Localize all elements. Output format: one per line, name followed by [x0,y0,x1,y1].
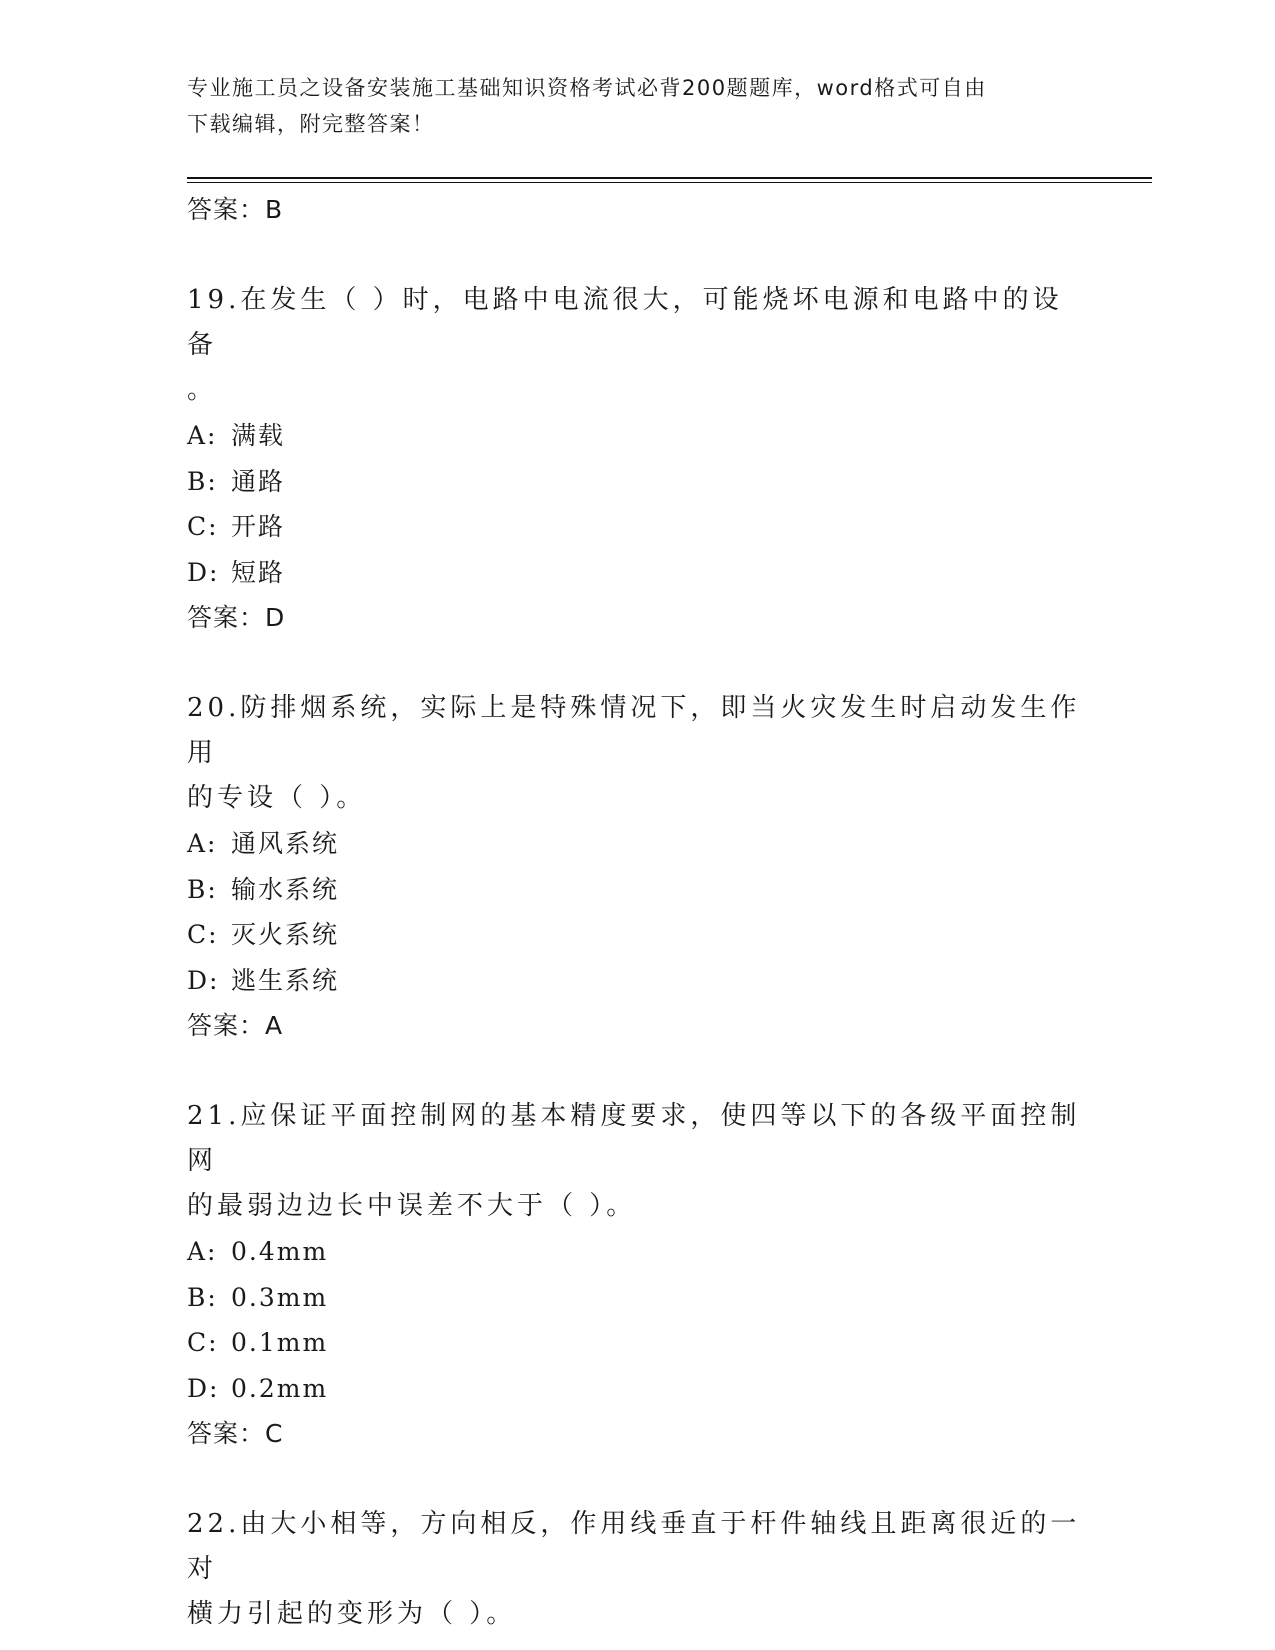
question-21 [187,1094,1087,1457]
document-header [187,70,1067,142]
question-stem [187,686,1087,821]
question-stem-line-2: 横力引起的变形为（ ）。 [187,1599,517,1629]
option-b [187,1275,1087,1321]
option-text: 0.3mm [231,1282,329,1312]
option-text: 通风系统 [231,829,340,858]
option-c [187,504,1087,550]
header-line-1: 专业施工员之设备安装施工基础知识资格考试必背200题题库，word格式可自由 [187,76,987,100]
option-d [187,958,1087,1004]
option-text: 0.2mm [231,1373,329,1403]
option-text: 灭火系统 [231,920,340,949]
answer-line: 答案：C [187,1419,284,1448]
question-22 [187,1502,1087,1637]
option-b [187,867,1087,913]
question-stem [187,278,1087,413]
option-label: A: [187,1237,218,1266]
option-label: D: [187,1373,220,1403]
option-d [187,550,1087,596]
question-stem [187,1502,1087,1637]
question-stem-line-1: 21.应保证平面控制网的基本精度要求，使四等以下的各级平面控制网 [187,1101,1081,1176]
header-divider-thick [187,177,1152,179]
option-text: 输水系统 [231,874,340,904]
option-text: 通路 [231,466,286,496]
option-label: B: [187,1282,218,1312]
option-a [187,821,1087,867]
option-text: 满载 [231,421,286,450]
question-stem-line-2: 。 [187,375,218,405]
question-stem-line-1: 19.在发生（ ）时，电路中电流很大，可能烧坏电源和电路中的设备 [187,285,1063,360]
option-a [187,1229,1087,1275]
question-stem-line-1: 22.由大小相等，方向相反，作用线垂直于杆件轴线且距离很近的一对 [187,1509,1081,1584]
option-text: 0.4mm [231,1237,329,1266]
header-line-2: 下载编辑，附完整答案！ [187,112,435,136]
option-label: D: [187,557,220,587]
option-b [187,459,1087,505]
question-20 [187,686,1087,1049]
question-19 [187,278,1087,641]
option-text: 逃生系统 [231,965,340,995]
option-a [187,413,1087,459]
option-label: C: [187,512,219,541]
answer-line: 答案：A [187,1011,284,1040]
answer-line: 答案：D [187,603,286,632]
option-label: C: [187,920,219,949]
option-label: D: [187,965,220,995]
option-label: A: [187,829,218,858]
question-stem-line-1: 20.防排烟系统，实际上是特殊情况下，即当火灾发生时启动发生作用 [187,693,1081,768]
option-d [187,1366,1087,1412]
question-stem-line-2: 的专设（ ）。 [187,783,367,813]
option-text: 开路 [231,512,286,541]
header-divider-thin [187,182,1152,183]
previous-answer: 答案：B [187,195,284,224]
option-c [187,912,1087,958]
option-c [187,1320,1087,1366]
option-label: B: [187,466,218,496]
option-label: C: [187,1328,219,1357]
option-text: 短路 [231,557,286,587]
option-label: B: [187,874,218,904]
option-label: A: [187,421,218,450]
option-text: 0.1mm [231,1328,329,1357]
question-stem-line-2: 的最弱边边长中误差不大于（ ）。 [187,1191,637,1221]
question-stem [187,1094,1087,1229]
question-list [187,187,1087,1637]
